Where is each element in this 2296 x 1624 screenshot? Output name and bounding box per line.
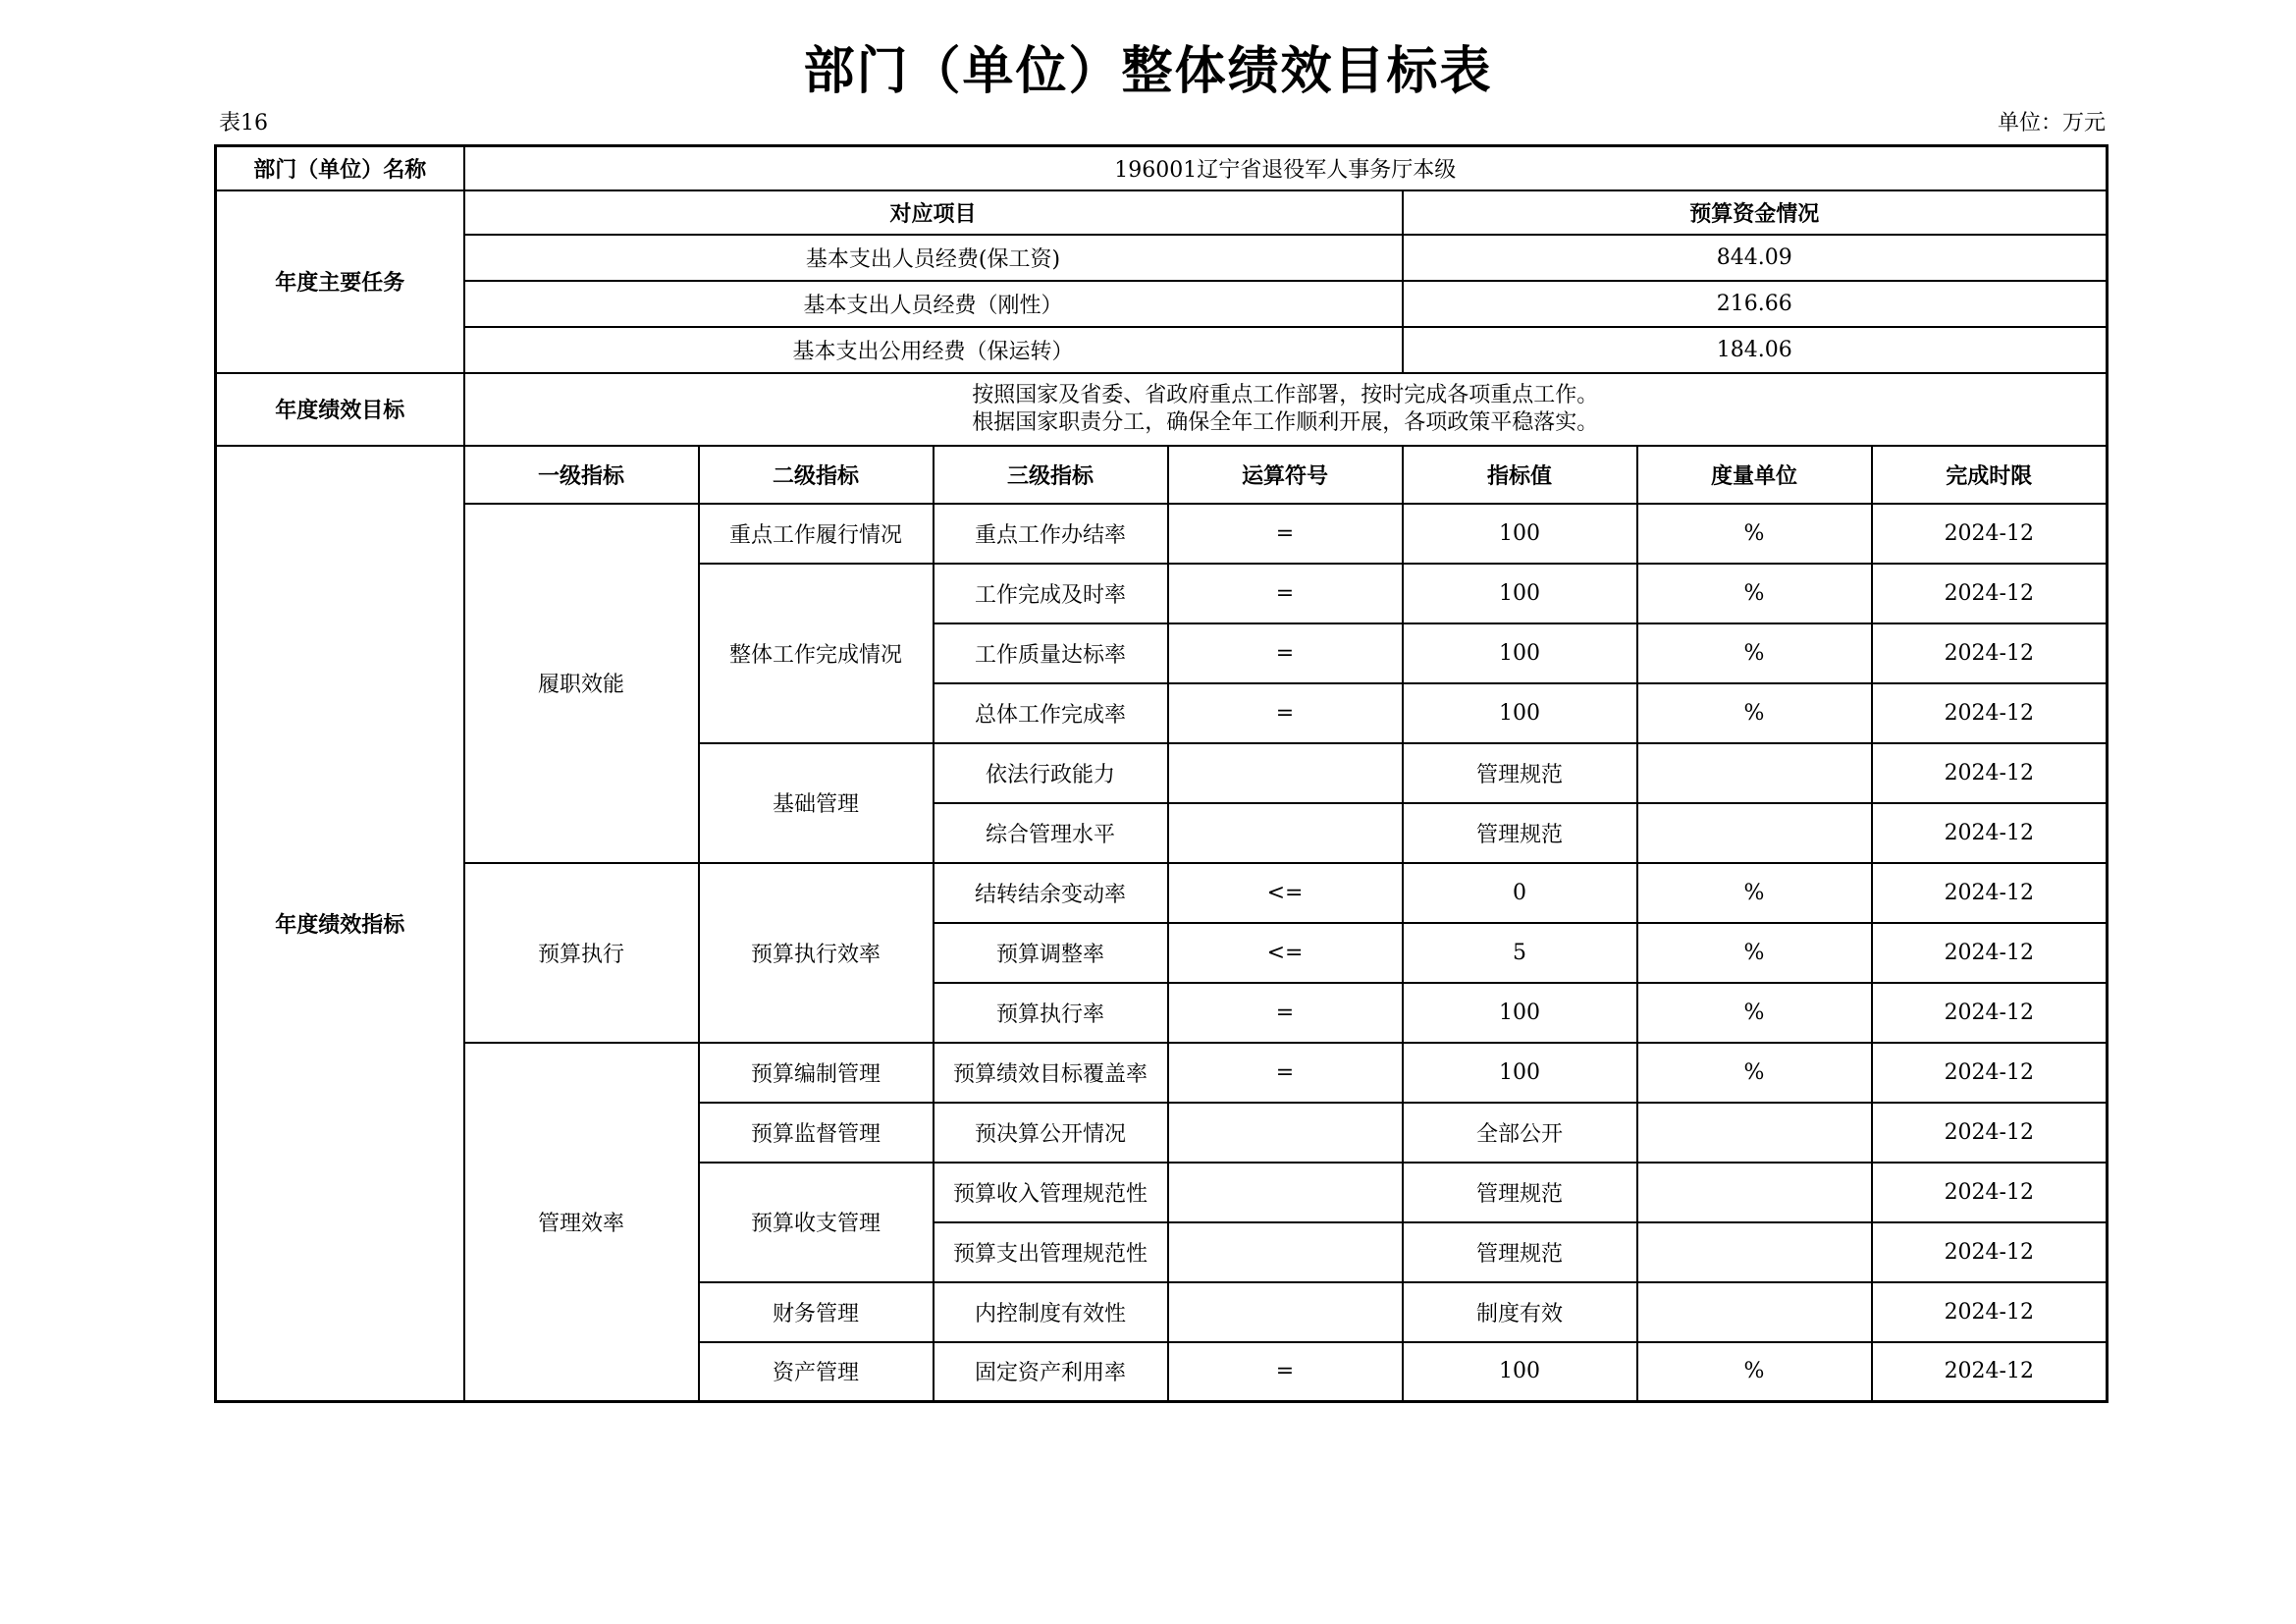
deadline-cell: 2024-12: [1872, 1043, 2108, 1103]
indicator-row: [216, 863, 2108, 923]
value-cell: 100: [1403, 623, 1637, 683]
value-cell: 管理规范: [1403, 743, 1637, 803]
unit-cell: [1637, 743, 1872, 803]
col-header: 二级指标: [699, 446, 934, 504]
unit-cell: %: [1637, 983, 1872, 1043]
deadline-cell: 2024-12: [1872, 1222, 2108, 1282]
value-cell: 100: [1403, 504, 1637, 564]
col-header: 度量单位: [1637, 446, 1872, 504]
level2-cell: 资产管理: [699, 1342, 934, 1402]
level3-cell: 预算收入管理规范性: [934, 1163, 1168, 1222]
dept-row: [216, 146, 2108, 190]
level2-cell: 整体工作完成情况: [699, 564, 934, 743]
level2-cell: 预算收支管理: [699, 1163, 934, 1282]
level3-cell: 结转结余变动率: [934, 863, 1168, 923]
deadline-cell: 2024-12: [1872, 504, 2108, 564]
indicator-row: [216, 1043, 2108, 1103]
unit-cell: %: [1637, 1342, 1872, 1402]
tasks-label: 年度主要任务: [216, 190, 464, 373]
unit-label: 单位：万元: [1997, 111, 2106, 135]
level1-cell: 预算执行: [464, 863, 699, 1043]
level3-cell: 工作质量达标率: [934, 623, 1168, 683]
deadline-cell: 2024-12: [1872, 983, 2108, 1043]
level2-cell: 预算编制管理: [699, 1043, 934, 1103]
level3-cell: 预算调整率: [934, 923, 1168, 983]
level3-cell: 预算绩效目标覆盖率: [934, 1043, 1168, 1103]
level2-cell: 预算监督管理: [699, 1103, 934, 1163]
operator-cell: =: [1168, 623, 1403, 683]
dept-value: 196001辽宁省退役军人事务厅本级: [464, 146, 2108, 190]
unit-cell: %: [1637, 683, 1872, 743]
deadline-cell: 2024-12: [1872, 1163, 2108, 1222]
dept-label: 部门（单位）名称: [216, 146, 464, 190]
task-project: 基本支出公用经费（保运转）: [464, 327, 1403, 373]
operator-cell: [1168, 1282, 1403, 1342]
deadline-cell: 2024-12: [1872, 1282, 2108, 1342]
level2-cell: 基础管理: [699, 743, 934, 863]
level3-cell: 总体工作完成率: [934, 683, 1168, 743]
deadline-cell: 2024-12: [1872, 863, 2108, 923]
value-cell: 管理规范: [1403, 1222, 1637, 1282]
task-amount: 184.06: [1403, 327, 2108, 373]
operator-cell: =: [1168, 564, 1403, 623]
indicators-label: 年度绩效指标: [216, 446, 464, 1402]
unit-cell: [1637, 1222, 1872, 1282]
operator-cell: [1168, 803, 1403, 863]
value-cell: 100: [1403, 983, 1637, 1043]
value-cell: 100: [1403, 1043, 1637, 1103]
level3-cell: 预决算公开情况: [934, 1103, 1168, 1163]
page-title: 部门（单位）整体绩效目标表: [803, 42, 1493, 101]
level3-cell: 固定资产利用率: [934, 1342, 1168, 1402]
operator-cell: =: [1168, 1342, 1403, 1402]
tasks-header-row: [216, 190, 2108, 235]
operator-cell: [1168, 1163, 1403, 1222]
goal-line: 根据国家职责分工，确保全年工作顺利开展，各项政策平稳落实。: [972, 409, 1599, 435]
level3-cell: 预算执行率: [934, 983, 1168, 1043]
goal-text: [464, 373, 2108, 446]
table-number: 表16: [219, 111, 268, 135]
level3-cell: 预算支出管理规范性: [934, 1222, 1168, 1282]
col-header: 三级指标: [934, 446, 1168, 504]
col-header: 一级指标: [464, 446, 699, 504]
operator-cell: [1168, 1103, 1403, 1163]
operator-cell: =: [1168, 683, 1403, 743]
unit-cell: %: [1637, 504, 1872, 564]
task-amount: 216.66: [1403, 281, 2108, 327]
deadline-cell: 2024-12: [1872, 1103, 2108, 1163]
goal-line: 按照国家及省委、省政府重点工作部署，按时完成各项重点工作。: [972, 382, 1599, 407]
deadline-cell: 2024-12: [1872, 564, 2108, 623]
level1-cell: 履职效能: [464, 504, 699, 863]
indicators-header-row: [216, 446, 2108, 504]
goal-label: 年度绩效目标: [216, 373, 464, 446]
value-cell: 制度有效: [1403, 1282, 1637, 1342]
task-row: [216, 235, 2108, 281]
col-header: 完成时限: [1872, 446, 2108, 504]
value-cell: 全部公开: [1403, 1103, 1637, 1163]
level3-cell: 依法行政能力: [934, 743, 1168, 803]
unit-cell: %: [1637, 1043, 1872, 1103]
col-budget-header: 预算资金情况: [1403, 190, 2108, 235]
unit-cell: %: [1637, 923, 1872, 983]
unit-cell: [1637, 1163, 1872, 1222]
operator-cell: =: [1168, 983, 1403, 1043]
level3-cell: 重点工作办结率: [934, 504, 1168, 564]
col-header: 运算符号: [1168, 446, 1403, 504]
unit-cell: %: [1637, 863, 1872, 923]
value-cell: 0: [1403, 863, 1637, 923]
operator-cell: [1168, 743, 1403, 803]
unit-cell: [1637, 1282, 1872, 1342]
level1-cell: 管理效率: [464, 1043, 699, 1402]
value-cell: 100: [1403, 683, 1637, 743]
task-project: 基本支出人员经费(保工资): [464, 235, 1403, 281]
unit-cell: %: [1637, 564, 1872, 623]
value-cell: 管理规范: [1403, 1163, 1637, 1222]
performance-table: [214, 144, 2109, 1403]
unit-cell: [1637, 1103, 1872, 1163]
level3-cell: 内控制度有效性: [934, 1282, 1168, 1342]
value-cell: 100: [1403, 1342, 1637, 1402]
goal-row: [216, 373, 2108, 446]
deadline-cell: 2024-12: [1872, 743, 2108, 803]
level3-cell: 综合管理水平: [934, 803, 1168, 863]
level3-cell: 工作完成及时率: [934, 564, 1168, 623]
indicator-row: [216, 504, 2108, 564]
deadline-cell: 2024-12: [1872, 683, 2108, 743]
task-row: [216, 327, 2108, 373]
task-project: 基本支出人员经费（刚性）: [464, 281, 1403, 327]
level2-cell: 预算执行效率: [699, 863, 934, 1043]
unit-cell: %: [1637, 623, 1872, 683]
operator-cell: <=: [1168, 923, 1403, 983]
level2-cell: 重点工作履行情况: [699, 504, 934, 564]
value-cell: 管理规范: [1403, 803, 1637, 863]
col-project-header: 对应项目: [464, 190, 1403, 235]
operator-cell: =: [1168, 504, 1403, 564]
col-header: 指标值: [1403, 446, 1637, 504]
operator-cell: <=: [1168, 863, 1403, 923]
value-cell: 100: [1403, 564, 1637, 623]
task-row: [216, 281, 2108, 327]
deadline-cell: 2024-12: [1872, 803, 2108, 863]
unit-cell: [1637, 803, 1872, 863]
deadline-cell: 2024-12: [1872, 623, 2108, 683]
task-amount: 844.09: [1403, 235, 2108, 281]
deadline-cell: 2024-12: [1872, 1342, 2108, 1402]
deadline-cell: 2024-12: [1872, 923, 2108, 983]
value-cell: 5: [1403, 923, 1637, 983]
operator-cell: =: [1168, 1043, 1403, 1103]
level2-cell: 财务管理: [699, 1282, 934, 1342]
operator-cell: [1168, 1222, 1403, 1282]
